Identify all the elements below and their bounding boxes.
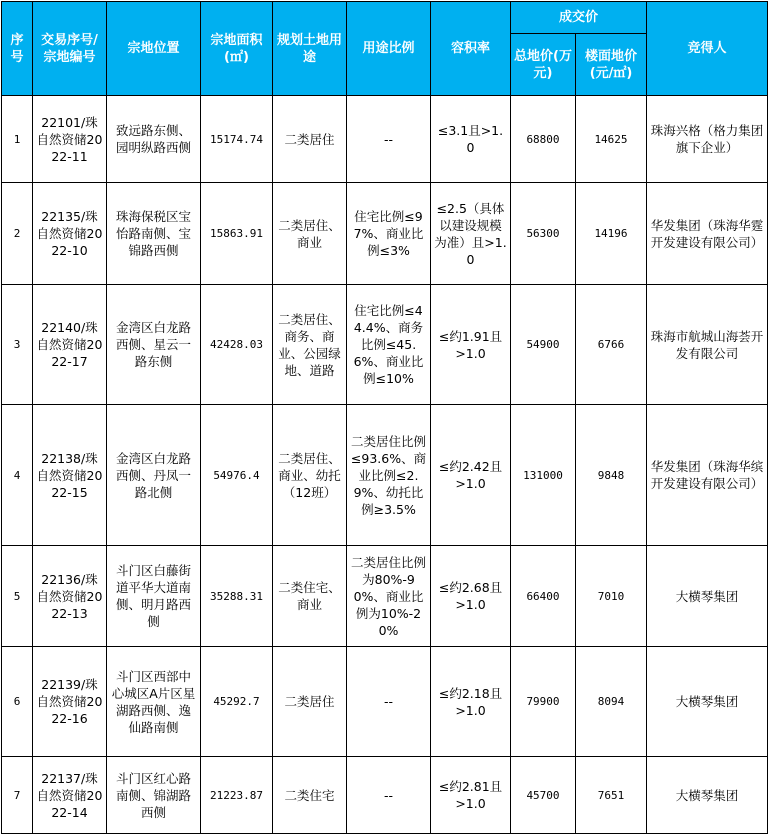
table-row bbox=[2, 183, 768, 285]
row-unit-price: 9848 bbox=[576, 405, 647, 546]
header-winner: 竞得人 bbox=[647, 2, 768, 96]
header-area: 宗地面积(㎡) bbox=[201, 2, 273, 96]
row-use: 二类居住、商业、幼托（12班） bbox=[273, 405, 347, 546]
row-total-price: 54900 bbox=[511, 285, 576, 405]
row-area: 15863.91 bbox=[201, 183, 273, 285]
table-row bbox=[2, 647, 768, 757]
row-location: 斗门区西部中心城区A片区星湖路西侧、逸仙路南侧 bbox=[107, 647, 201, 757]
row-unit-price: 14196 bbox=[576, 183, 647, 285]
row-seq: 3 bbox=[2, 285, 33, 405]
header-far: 容积率 bbox=[431, 2, 511, 96]
row-seq: 5 bbox=[2, 546, 33, 647]
row-use: 二类居住 bbox=[273, 96, 347, 183]
row-winner: 华发集团（珠海华缤开发建设有限公司） bbox=[647, 405, 768, 546]
row-winner: 珠海市航城山海荟开发有限公司 bbox=[647, 285, 768, 405]
row-far: ≤约1.91且>1.0 bbox=[431, 285, 511, 405]
row-total-price: 45700 bbox=[511, 757, 576, 834]
row-far: ≤约2.18且>1.0 bbox=[431, 647, 511, 757]
row-unit-price: 14625 bbox=[576, 96, 647, 183]
row-unit-price: 6766 bbox=[576, 285, 647, 405]
row-far: ≤约2.68且>1.0 bbox=[431, 546, 511, 647]
row-use: 二类住宅 bbox=[273, 757, 347, 834]
header-use: 规划土地用途 bbox=[273, 2, 347, 96]
row-far: ≤约2.81且>1.0 bbox=[431, 757, 511, 834]
row-code: 22135/珠自然资储2022-10 bbox=[33, 183, 107, 285]
row-winner: 大横琴集团 bbox=[647, 546, 768, 647]
row-seq: 2 bbox=[2, 183, 33, 285]
row-far: ≤约2.42且>1.0 bbox=[431, 405, 511, 546]
row-ratio: -- bbox=[347, 647, 431, 757]
row-use: 二类居住、商务、商业、公园绿地、道路 bbox=[273, 285, 347, 405]
header-ratio: 用途比例 bbox=[347, 2, 431, 96]
row-ratio: 住宅比例≤44.4%、商务比例≤45.6%、商业比例≤10% bbox=[347, 285, 431, 405]
row-total-price: 66400 bbox=[511, 546, 576, 647]
row-location: 金湾区白龙路西侧、丹凤一路北侧 bbox=[107, 405, 201, 546]
row-seq: 7 bbox=[2, 757, 33, 834]
row-unit-price: 8094 bbox=[576, 647, 647, 757]
row-winner: 华发集团（珠海华霆开发建设有限公司） bbox=[647, 183, 768, 285]
row-ratio: 二类居住比例为80%-90%、商业比例为10%-20% bbox=[347, 546, 431, 647]
row-area: 21223.87 bbox=[201, 757, 273, 834]
row-far: ≤3.1且>1.0 bbox=[431, 96, 511, 183]
row-ratio: -- bbox=[347, 757, 431, 834]
row-area: 15174.74 bbox=[201, 96, 273, 183]
row-total-price: 79900 bbox=[511, 647, 576, 757]
header-deal-price: 成交价 bbox=[511, 2, 647, 34]
row-area: 42428.03 bbox=[201, 285, 273, 405]
row-code: 22137/珠自然资储2022-14 bbox=[33, 757, 107, 834]
row-ratio: -- bbox=[347, 96, 431, 183]
row-total-price: 68800 bbox=[511, 96, 576, 183]
row-ratio: 二类居住比例≤93.6%、商业比例≤2.9%、幼托比例≥3.5% bbox=[347, 405, 431, 546]
table-row bbox=[2, 405, 768, 546]
row-code: 22139/珠自然资储2022-16 bbox=[33, 647, 107, 757]
row-location: 斗门区红心路南侧、锦湖路西侧 bbox=[107, 757, 201, 834]
row-code: 22140/珠自然资储2022-17 bbox=[33, 285, 107, 405]
row-winner: 大横琴集团 bbox=[647, 647, 768, 757]
row-use: 二类住宅、商业 bbox=[273, 546, 347, 647]
row-seq: 4 bbox=[2, 405, 33, 546]
row-seq: 1 bbox=[2, 96, 33, 183]
row-location: 金湾区白龙路西侧、星云一路东侧 bbox=[107, 285, 201, 405]
row-seq: 6 bbox=[2, 647, 33, 757]
row-location: 致远路东侧、园明纵路西侧 bbox=[107, 96, 201, 183]
land-auction-table bbox=[1, 1, 768, 834]
row-winner: 大横琴集团 bbox=[647, 757, 768, 834]
row-ratio: 住宅比例≤97%、商业比例≤3% bbox=[347, 183, 431, 285]
row-location: 珠海保税区宝怡路南侧、宝锦路西侧 bbox=[107, 183, 201, 285]
row-total-price: 56300 bbox=[511, 183, 576, 285]
row-code: 22136/珠自然资储2022-13 bbox=[33, 546, 107, 647]
row-use: 二类居住 bbox=[273, 647, 347, 757]
row-total-price: 131000 bbox=[511, 405, 576, 546]
header-code: 交易序号/宗地编号 bbox=[33, 2, 107, 96]
header-seq: 序号 bbox=[2, 2, 33, 96]
header-total-price: 总地价(万元) bbox=[511, 34, 576, 96]
table-row bbox=[2, 546, 768, 647]
row-code: 22138/珠自然资储2022-15 bbox=[33, 405, 107, 546]
row-winner: 珠海兴格（格力集团旗下企业） bbox=[647, 96, 768, 183]
row-code: 22101/珠自然资储2022-11 bbox=[33, 96, 107, 183]
row-area: 35288.31 bbox=[201, 546, 273, 647]
row-location: 斗门区白藤街道平华大道南侧、明月路西侧 bbox=[107, 546, 201, 647]
table-row bbox=[2, 96, 768, 183]
row-area: 45292.7 bbox=[201, 647, 273, 757]
table-row bbox=[2, 757, 768, 834]
header-location: 宗地位置 bbox=[107, 2, 201, 96]
table-row bbox=[2, 285, 768, 405]
row-area: 54976.4 bbox=[201, 405, 273, 546]
row-far: ≤2.5（具体以建设规模为准）且>1.0 bbox=[431, 183, 511, 285]
row-unit-price: 7651 bbox=[576, 757, 647, 834]
row-unit-price: 7010 bbox=[576, 546, 647, 647]
row-use: 二类居住、商业 bbox=[273, 183, 347, 285]
header-unit-price: 楼面地价(元/㎡) bbox=[576, 34, 647, 96]
